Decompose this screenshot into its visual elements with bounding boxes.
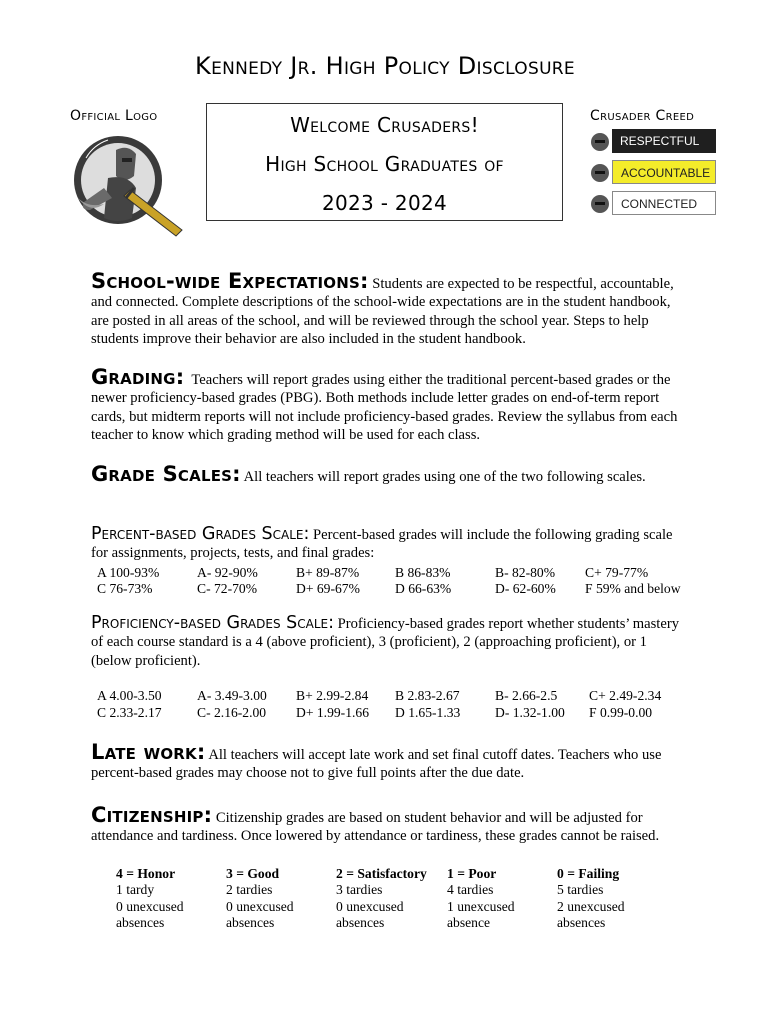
scale-cell: F 59% and below (585, 581, 681, 596)
citizenship-unexcused: 0 unexcused (336, 898, 404, 914)
scale-cell: D+ 69-67% (296, 581, 360, 596)
citizenship-unexcused: 0 unexcused (116, 898, 184, 914)
citizenship-column (226, 866, 336, 931)
scale-cell: A- 3.49-3.00 (197, 688, 267, 703)
section-text: Proficiency-based grades report whether students’ mastery of each course standard is a 4 (above proficient), 3 (proficient), 2 (approaching proficient), or 1 (below proficient). (91, 616, 679, 669)
percent-scale-section (91, 525, 691, 563)
citizenship-absences: absence (447, 914, 491, 930)
scale-cell: D+ 1.99-1.66 (296, 705, 369, 720)
section-text: Percent-based grades will include the following grading scale for assignments, projects, tests, and final grades: (91, 527, 673, 562)
citizenship-unexcused: 1 unexcused (447, 898, 515, 914)
scale-cell: B- 82-80% (495, 565, 556, 580)
section-heading: Late work: (91, 740, 206, 764)
creed-item-connected (590, 191, 726, 217)
scale-cell: B- 2.66-2.5 (495, 688, 558, 703)
section-heading: Percent-based Grades Scale: (91, 524, 310, 544)
creed-label-respectful: RESPECTFUL (612, 129, 716, 153)
section-text: All teachers will report grades using one of the two following scales. (243, 469, 646, 485)
scale-cell: A 4.00-3.50 (97, 688, 162, 703)
citizenship-absences: absences (116, 914, 165, 930)
creed-item-respectful (590, 129, 726, 155)
section-heading: Proficiency-based Grades Scale: (91, 613, 334, 633)
scale-cell: F 0.99-0.00 (589, 705, 653, 720)
citizenship-grade: 4 = Honor (116, 866, 176, 881)
expectations-section (91, 269, 691, 348)
helmet-icon (590, 194, 610, 214)
citizenship-absences: absences (336, 914, 385, 930)
welcome-line: Welcome Crusaders! (290, 113, 479, 137)
section-heading: Grade Scales: (91, 462, 241, 486)
creed-item-accountable (590, 160, 726, 186)
grading-section (91, 365, 691, 444)
crusader-logo-icon (68, 128, 188, 238)
welcome-line: High School Graduates of (265, 152, 504, 176)
scale-cell: D 66-63% (395, 581, 452, 596)
citizenship-tardies: 1 tardy (116, 882, 155, 898)
scale-cell: D 1.65-1.33 (395, 705, 461, 720)
scale-cell: A- 92-90% (197, 565, 258, 580)
scale-cell: C 76-73% (97, 581, 153, 596)
scale-cell: C+ 2.49-2.34 (589, 688, 662, 703)
citizenship-grade: 2 = Satisfactory (336, 866, 427, 881)
citizenship-grade: 3 = Good (226, 866, 280, 881)
citizenship-tardies: 5 tardies (557, 882, 604, 898)
citizenship-tardies: 2 tardies (226, 882, 273, 898)
section-text: Teachers will report grades using either the traditional percent-based grades or the newer proficiency-based grades (PBG). Both methods include letter grades on end-of-term report cards, but midterm reports will not include proficiency-based grades. Review the syllabus from each teacher to know which grading method will be used for each class. (91, 372, 678, 443)
citizenship-grade: 0 = Failing (557, 866, 620, 881)
section-text: All teachers will accept late work and set final cutoff dates. Teachers who use percent-based grades may choose not to give full points after the due date. (91, 747, 662, 782)
scale-cell: B 2.83-2.67 (395, 688, 460, 703)
citizenship-column (336, 866, 446, 931)
scale-cell: C+ 79-77% (585, 565, 649, 580)
citizenship-column (447, 866, 557, 931)
scale-cell: B 86-83% (395, 565, 451, 580)
citizenship-grade: 1 = Poor (447, 866, 497, 881)
graduation-year: 2023 - 2024 (321, 191, 448, 215)
scale-cell: C- 72-70% (197, 581, 258, 596)
section-heading: Citizenship: (91, 803, 213, 827)
helmet-icon (590, 163, 610, 183)
welcome-box (206, 103, 563, 221)
helmet-icon (590, 132, 610, 152)
citizenship-unexcused: 2 unexcused (557, 898, 625, 914)
creed-label-connected: CONNECTED (612, 191, 716, 215)
late-work-section (91, 740, 691, 783)
citizenship-column (557, 866, 667, 931)
citizenship-tardies: 3 tardies (336, 882, 383, 898)
creed-label: Crusader Creed (590, 108, 695, 124)
section-heading: Grading: (91, 365, 185, 389)
citizenship-unexcused: 0 unexcused (226, 898, 294, 914)
scale-cell: C- 2.16-2.00 (197, 705, 267, 720)
scale-cell: C 2.33-2.17 (97, 705, 162, 720)
section-text: Citizenship grades are based on student behavior and will be adjusted for attendance and tardiness. Once lowered by attendance or tardiness, these grades cannot be raised. (91, 810, 660, 845)
scale-cell: B+ 2.99-2.84 (296, 688, 369, 703)
section-text: Students are expected to be respectful, accountable, and connected. Complete descriptions of the school-wide expectations are in the student handbook, are posted in all areas of the school, and will be reviewed through the school year. Steps to help students improve their behavior are also included in the student handbook. (91, 276, 674, 347)
citizenship-absences: absences (226, 914, 275, 930)
citizenship-section (91, 803, 691, 846)
scale-cell: A 100-93% (97, 565, 160, 580)
section-heading: School-wide Expectations: (91, 269, 369, 293)
proficiency-scale-section (91, 614, 691, 670)
scale-cell: D- 62-60% (495, 581, 556, 596)
creed-label-accountable: ACCOUNTABLE (612, 160, 716, 184)
citizenship-tardies: 4 tardies (447, 882, 494, 898)
scale-cell: D- 1.32-1.00 (495, 705, 565, 720)
grade-scales-section (91, 462, 691, 486)
logo-label: Official Logo (70, 108, 158, 124)
citizenship-absences: absences (557, 914, 606, 930)
page-title: Kennedy Jr. High Policy Disclosure (195, 52, 575, 80)
citizenship-column (116, 866, 226, 931)
scale-cell: B+ 89-87% (296, 565, 360, 580)
